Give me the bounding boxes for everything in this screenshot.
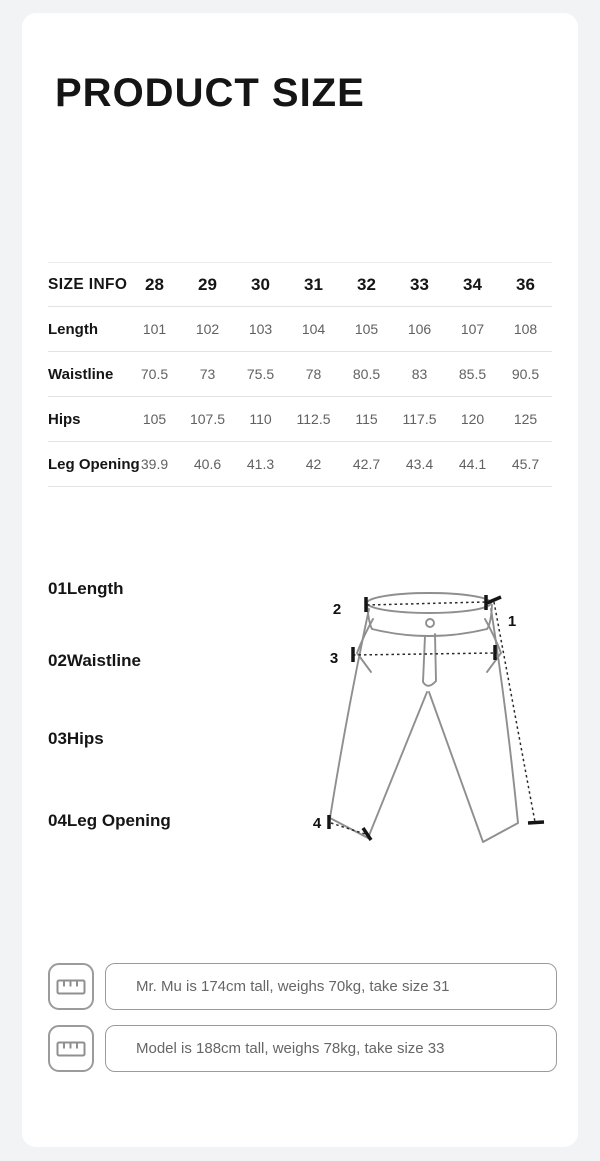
table-cell: 104 (301, 321, 326, 337)
table-cell: 102 (195, 321, 220, 337)
table-cell: 43.4 (405, 456, 434, 472)
measure-line-waist (333, 595, 486, 618)
table-cell: 78 (305, 366, 322, 382)
measure-item-waistline: 02Waistline (48, 651, 141, 670)
marker-3: 3 (329, 650, 339, 667)
table-cell: 70.5 (140, 366, 169, 382)
fit-note-model-1 (105, 963, 557, 1010)
pants-outline-icon (330, 593, 518, 842)
table-cell: 115 (355, 411, 378, 427)
pants-measurement-diagram (305, 582, 555, 850)
table-row-length (48, 307, 552, 352)
size-info-header: SIZE INFO (48, 275, 128, 293)
table-row-hips (48, 397, 552, 442)
table-cell: 44.1 (458, 456, 487, 472)
table-row-waistline (48, 352, 552, 397)
product-size-card (22, 13, 578, 1147)
table-cell: 42.7 (352, 456, 381, 472)
row-label: Waistline (48, 365, 114, 383)
table-cell: 110 (249, 411, 272, 427)
table-cell: 45.7 (511, 456, 540, 472)
fit-note-text: Mr. Mu is 174cm tall, weighs 70kg, take size 31 (136, 978, 450, 995)
table-cell: 73 (199, 366, 216, 382)
ruler-icon (48, 1025, 94, 1072)
table-cell: 85.5 (458, 366, 487, 382)
table-cell: 75.5 (246, 366, 275, 382)
size-column-header: 36 (516, 274, 535, 294)
measure-line-hips (330, 645, 495, 667)
marker-4: 4 (312, 815, 322, 832)
measure-item-hips: 03Hips (48, 729, 104, 748)
ruler-icon (48, 963, 94, 1010)
row-label: Leg Opening (48, 455, 140, 473)
table-cell: 41.3 (246, 456, 275, 472)
size-column-header: 34 (463, 274, 482, 294)
size-table (48, 262, 552, 487)
size-column-header: 28 (145, 274, 164, 294)
table-cell: 108 (513, 321, 538, 337)
table-cell: 39.9 (140, 456, 169, 472)
table-cell: 105 (142, 411, 167, 427)
table-row-leg-opening (48, 442, 552, 487)
measure-line-length (487, 597, 544, 823)
table-cell: 125 (513, 411, 538, 427)
table-cell: 107.5 (189, 411, 226, 427)
fit-note-text: Model is 188cm tall, weighs 78kg, take size 33 (136, 1040, 445, 1057)
measure-item-length: 01Length (48, 579, 124, 598)
marker-2: 2 (332, 601, 342, 618)
table-cell: 42 (305, 456, 322, 472)
table-cell: 112.5 (296, 411, 331, 427)
table-cell: 120 (460, 411, 485, 427)
table-cell: 90.5 (511, 366, 540, 382)
measure-item-leg-opening: 04Leg Opening (48, 811, 171, 830)
measure-line-leg-opening (313, 815, 371, 840)
size-column-header: 33 (410, 274, 429, 294)
page-title: PRODUCT SIZE (55, 71, 365, 115)
row-label: Hips (48, 410, 81, 428)
table-cell: 107 (460, 321, 485, 337)
size-column-header: 32 (357, 274, 376, 294)
table-cell: 80.5 (352, 366, 381, 382)
size-column-header: 31 (304, 274, 323, 294)
table-cell: 105 (354, 321, 379, 337)
table-cell: 106 (407, 321, 432, 337)
size-table-header-row (48, 262, 552, 307)
table-cell: 117.5 (402, 411, 437, 427)
table-cell: 83 (411, 366, 428, 382)
size-column-header: 29 (198, 274, 217, 294)
table-cell: 40.6 (193, 456, 222, 472)
fit-note-model-2 (105, 1025, 557, 1072)
size-column-header: 30 (251, 274, 270, 294)
row-label: Length (48, 320, 98, 338)
marker-1: 1 (507, 613, 517, 630)
table-cell: 101 (142, 321, 167, 337)
table-cell: 103 (248, 321, 273, 337)
